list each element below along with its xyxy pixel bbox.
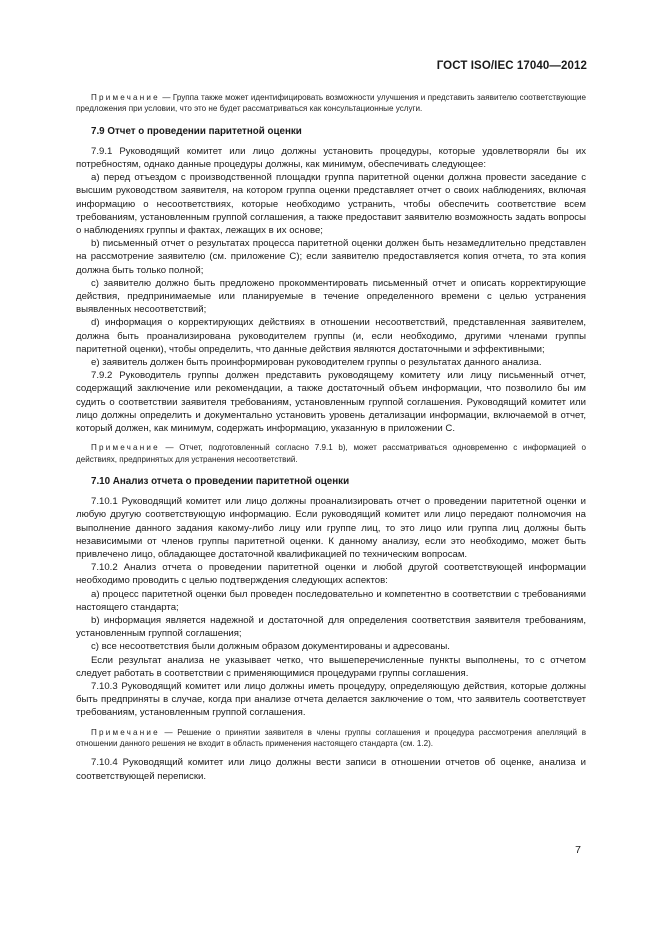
paragraph-7-10-2-result: Если результат анализа не указывает четко, что вышеперечисленные пункты выполнены, то с отчетом следует работать в соответствии с применяющимися процедурами группы соглашения. — [76, 654, 586, 679]
page-number: 7 — [575, 844, 581, 856]
list-item-7-10-2-a: а) процесс паритетной оценки был проведен последовательно и компетентно в соответствии с требованиями настоящего стандарта; — [76, 588, 586, 613]
note-text: — Решение о принятии заявителя в члены группы соглашения и процедура рассмотрения апелляций в отношении данного решения не входит в область применения настоящего стандарта (см. 1.2). — [76, 727, 586, 748]
paragraph-7-10-4: 7.10.4 Руководящий комитет или лицо должны вести записи в отношении отчетов об оценке, анализа и соответствующей переписки. — [76, 757, 586, 782]
paragraph-7-10-1: 7.10.1 Руководящий комитет или лицо должны проанализировать отчет о проведении паритетной оценки и любую другую соответствующую информацию. Если руководящий комитет или лицо передают полномочия на выполнение данного задания какому-либо лицу или группе лиц, то это лицо или группа лиц должны быть независимыми от членов группы паритетной оценки. К данному анализу, если это необходимо, может быть привлечено лицо, обладающее достаточной квалификацией по техническим вопросам. — [76, 496, 586, 560]
note-top — [76, 92, 586, 115]
list-item-7-9-1-e: е) заявитель должен быть проинформирован руководителем группы о результатах данного анализа. — [91, 357, 542, 369]
document-id-header: ГОСТ ISO/IEC 17040—2012 — [436, 60, 587, 72]
list-item-7-9-1-b: b) письменный отчет о результатах процесса паритетной оценки должен быть незамедлительно представлен на рассмотрение заявителю (см. приложение С); если заявителю предоставляется копия отчета, то эта копия должна быть только полной; — [76, 238, 586, 276]
note-text: — Отчет, подготовленный согласно 7.9.1 b), может рассматриваться одновременно с информацией о действиях, предпринятых для устранения несоответствий. — [76, 443, 586, 464]
paragraph-7-10-3: 7.10.3 Руководящий комитет или лицо должны иметь процедуру, определяющую действия, которые должны быть предприняты в случае, когда при анализе отчета делается заключение о том, что заявитель соответствует требованиям, установленным группой соглашения. — [76, 680, 586, 719]
note-7-9 — [76, 442, 586, 465]
page-content — [76, 92, 586, 783]
paragraph-7-10-2: 7.10.2 Анализ отчета о проведении паритетной оценки и любой другой соответствующей информации необходимо проводить с целью подтверждения следующих аспектов: — [76, 562, 586, 587]
note-text: — Группа также может идентифицировать возможности улучшения и представить заявителю соответствующие предложения при условии, что это не будет рассматриваться как консультационные услуги. — [76, 93, 586, 114]
list-item-7-9-1-d: d) информация о корректирующих действиях в отношении несоответствий, представленная заявителем, должна быть проанализирована руководителем группы (и, если необходимо, другими членами группы паритетной оценки), чтобы определить, что данные действия являются достаточными и эффективными; — [76, 317, 586, 355]
note-label: Примечание — [91, 727, 160, 737]
note-7-10-wrap — [76, 727, 586, 750]
list-item-7-10-2-b: b) информация является надежной и достаточной для определения соответствия заявителя требованиям, установленным группой соглашения; — [76, 614, 586, 640]
section-7-10-heading: 7.10 Анализ отчета о проведении паритетной оценки — [91, 476, 350, 488]
list-item-7-9-1-a: а) перед отъездом с производственной площадки группа паритетной оценки должна провести заседание с высшим руководством заявителя, на котором группа оценки представляет отчет о своих наблюдениях, включая информацию о несоответствиях, которые необходимо устранить, чтобы обеспечить соответствие всем требованиям, установленным группой соглашения, а также предоставит заявителю возможность задать вопросы о наблюдениях группы и фактах, лежащих в их основе; — [76, 172, 586, 237]
list-item-7-10-2-c: с) все несоответствия были должным образом документированы и адресованы. — [91, 641, 450, 653]
note-7-10 — [76, 727, 586, 750]
paragraph-7-9-1: 7.9.1 Руководящий комитет или лицо должны установить процедуры, которые удовлетворяли бы их потребностям, однако данные процедуры должны, как минимум, обеспечивать следующее: — [76, 145, 586, 171]
note-label: Примечание — [91, 93, 160, 102]
note-7-9-wrap — [76, 442, 586, 465]
list-item-7-9-1-c: с) заявителю должно быть предложено прокомментировать письменный отчет и описать корректирующие действия, предпринимаемые или планируемые в течение определенного времени с целью устранения выявленных несоответствий; — [76, 277, 586, 316]
paragraph-7-9-2: 7.9.2 Руководитель группы должен представить руководящему комитету или лицу письменный отчет, содержащий заключение или рекомендации, а также достаточный объем информации, что позволило бы им судить о соответствии заявителя требованиям, установленным группой соглашения. Руководящий комитет или лицо должны определить и документально установить уровень детализации информации, включаемой в отчет, который должен, как минимум, содержать информацию, указанную в приложении С. — [76, 370, 586, 435]
note-label: Примечание — [91, 443, 160, 453]
section-7-9-heading: 7.9 Отчет о проведении паритетной оценки — [91, 125, 302, 137]
